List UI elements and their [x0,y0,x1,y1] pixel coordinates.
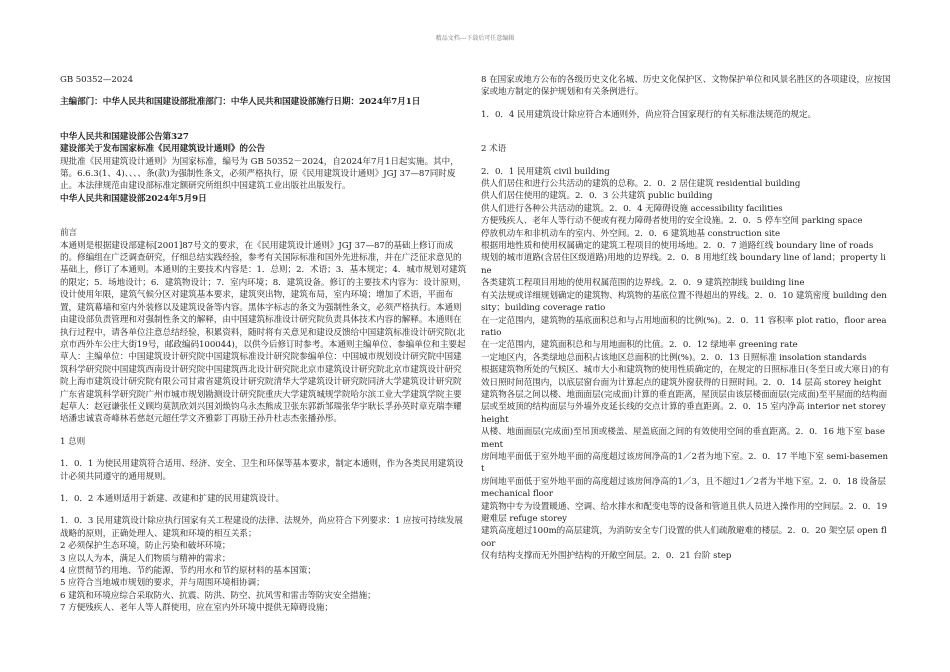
paragraph: 建筑物各层之间以楼、地面面层(完成面)计算的垂直距离，屋顶层由该层楼面面层(完成面)至平屋面的结构面层或至坡顶的结构面层与外墙外皮延长线的交点计算的垂直距离。2．0．15 室内净高 interior net storey height [481,389,888,425]
paragraph: 中华人民共和国建设部公告第327 [60,131,189,142]
paragraph: GB 50352—2024 [60,75,134,85]
paragraph: 8 在国家或地方公布的各级历史文化名城、历史文化保护区、文物保护单位和风景名胜区的各项建设，应按国家或地方制定的保护规划和有关条例进行。 [481,75,891,98]
paragraph: 1．0．1 为使民用建筑符合适用、经济、安全、卫生和环保等基本要求，制定本通则，作为各类民用建筑设计必须共同遵守的通用规则。 [60,459,464,482]
paragraph: 供人们进行各种公共活动的建筑。2．0．4 无障碍设施 accessibility facilities [481,203,783,214]
right-column [481,74,891,563]
paragraph: 2 术语 [481,144,507,155]
paragraph: 方便残疾人、老年人等行动不便或有视力障碍者使用的安全设施。2．0．5 停车空间 parking space [481,216,863,227]
paragraph: 中华人民共和国建设部2024年5月9日 [60,193,207,204]
paragraph-gap [60,448,470,458]
paragraph: 从楼、地面面层(完成面)至吊顶或楼盖、屋盖底面之间的有效使用空间的垂直距离。2．0．16 地下室 basement [481,427,885,450]
paragraph-gap [481,156,891,166]
paragraph: 各类建筑工程项目用地的使用权属范围的边界线。2．0．9 建筑控制线 building line [481,278,805,289]
paragraph: 房间地平面低于室外地平面的高度超过该房间净高的1／2者为地下室。2．0．17 半地下室 semi-basement [481,451,889,475]
paragraph: 供人们居住和进行公共活动的建筑的总称。2．0．2 居住建筑 residential building [481,179,801,190]
paragraph-gap [60,205,470,227]
left-column [60,74,470,615]
paragraph: 主编部门：中华人民共和国建设部批准部门：中华人民共和国建设部施行日期：2024年7月1日 [60,97,421,108]
paragraph: 7 方便残疾人、老年人等人群使用，应在室内外环境中提供无障碍设施； [60,603,333,614]
paragraph-gap [481,99,891,109]
paragraph-gap [60,505,470,515]
paragraph: 1 总则 [60,436,86,447]
paragraph: 6 建筑和环境应综合采取防火、抗震、防洪、防空、抗风雪和雷击等防灾安全措施； [60,590,376,601]
paragraph-gap [60,86,470,96]
paragraph: 1．0．4 民用建筑设计除应符合本通则外，尚应符合国家现行的有关标准法规范的规定。 [481,109,817,120]
paragraph: 在一定范围内，建筑面积总和与用地面积的比值。2．0．12 绿地率 greening rate [481,340,798,351]
paragraph: 4 应贯彻节约用地、节约能源、节约用水和节约原材料的基本国策； [60,566,316,576]
paragraph-gap [60,109,470,131]
paragraph: 3 应以人为本，满足人们物质与精神的需求； [60,553,231,564]
paragraph: 本通则是根据建设部建标[2001]87号文的要求，在《民用建筑设计通则》JGJ 37—87的基础上修订而成的。修编组在广泛调查研究，仔细总结实践经验，参考有关国际标准和国外先进标准，并在广泛征求意见的基础上，修订了本通则。本通则的主要技术内容是：1．总则；2．术语；3．基本规定；4．城市规划对建筑的限定；5．场地设计；6．建筑物设计；7．室内环境；8．建筑设备。修订的主要技术内容为：设计原则，设计使用年限，建筑气候分区对建筑基本要求，建筑突出物，建筑布局，室内环境；增加了术语，平面布置，建筑幕墙和室内外装修以及建筑设备等内容。黑体字标志的条文为强制性条文，必须严格执行。本通则由建设部负责管理和对强制性条文的解释，由中国建筑标准设计研究院负责具体技术内容的解释。本通则在执行过程中，请各单位注意总结经验，积累资料，随时将有关意见和建设反馈给中国建筑标准设计研究院(北京市西外车公庄大街19号，邮政编码100044)，以供今后修订时参考。本通则主编单位、参编单位和主要起草人：主编单位：中国建筑设计研究院中国建筑标准设计研究院参编单位：中国城市规划设计研究院中国建筑科学研究院中国建筑西南设计研究院中国建筑西北设计研究院北京市建筑设计研究院北京市建筑设计研究院上海市建筑设计研究院有限公司甘肃省建筑设计研究院清华大学建筑设计研究院同济大学建筑设计研究院广东省建筑科学研究院广州市城市规划勘测设计研究院重庆大学建筑城规学院哈尔滨工业大学建筑学院主要起草人：赵冠谦张任义顾均莫凯欣刘兴国刘焕钧乌永杰熊成卫张东郭新邹瑞张华宇耿长孚孙英时章克瑞李耀培潘忠诚袁奇峰林若慈赵元超任学文齐雅影丁再励王孙升杜志杰张播孙彤。 [60,240,467,425]
paragraph: 有关法规或详细规划确定的建筑物、构筑物的基底位置不得超出的界线。2．0．10 建筑密度 building density；building coverage ratio [481,290,887,314]
paragraph-gap [60,483,470,493]
paragraph: 建设部关于发布国家标准《民用建筑设计通则》的公告 [60,144,266,155]
paragraph: 仅有结构支撑而无外围护结构的开敞空间层。2．0．21 台阶 step [481,551,732,562]
paragraph: 建筑物中专为设置暖通、空调、给水排水和配变电等的设备和管道且供人员进入操作用的空间层。2．0．19 避难层 refuge storey [481,501,888,524]
header-note: 精品文档---下载后可任意编辑 [435,35,515,42]
paragraph: 1．0．2 本通则适用于新建、改建和扩建的民用建筑设计。 [60,493,284,504]
paragraph: 根据用地性质和使用权属确定的建筑工程项目的使用场地。2．0．7 道路红线 boundary line of roads [481,241,874,252]
paragraph: 前言 [60,228,78,239]
paragraph: 在一定范围内，建筑物的基底面积总和与占用地面积的比例(%)。2．0．11 容积率 plot ratio，floor area ratio [481,315,887,338]
paragraph-gap [481,121,891,143]
paragraph: 2．0．1 民用建筑 civil building [481,166,610,177]
paragraph: 房间地平面低于室外地平面的高度超过该房间净高的1／3，且不超过1／2者为半地下室。2．0．18 设备层 mechanical floor [481,476,886,500]
paragraph: 现批准《民用建筑设计通则》为国家标准，编号为 GB 50352－2024，自2024年7月1日起实施。其中，第。6.6.3(1、4)、、、、条(款)为强制性条文，必须严格执行，原《民用建筑设计通则》JGJ 37—87同时废止。本法律规范由建设部标准定额研究所组织中国建筑工业出版社出版发行。 [60,156,459,192]
paragraph: 供人们居住使用的建筑。2．0．3 公共建筑 public building [481,191,713,202]
paragraph: 1．0．3 民用建筑设计除应执行国家有关工程建设的法律、法规外，尚应符合下列要求：1 应按可持续发展战略的原则，正确处理人、建筑和环境的相互关系； [60,516,463,539]
paragraph: 规划的城市道路(含居住区级道路)用地的边界线。2．0．8 用地红线 boundary line of land；property line [481,253,886,276]
paragraph: 2 必须保护生态环境，防止污染和破坏环境； [60,541,231,552]
paragraph-gap [60,426,470,436]
paragraph: 根据建筑物所处的气候区、城市大小和建筑物的使用性质确定的，在规定的日照标准日(冬至日或大寒日)的有效日照时间范围内，以底层窗台面为计算起点的建筑外窗获得的日照时间。2．0．14 层高 storey height [481,365,890,388]
paragraph: 一定地区内，各类绿地总面积占该地区总面积的比例(%)。2．0．13 日照标准 insolation standards [481,352,867,363]
paragraph: 建筑高度超过100m的高层建筑，为消防安全专门设置的供人们疏散避难的楼层。2．0．20 架空层 open floor [481,526,887,549]
paragraph: 5 应符合当地城市规划的要求，并与周围环境相协调； [60,578,265,589]
paragraph: 停放机动车和非机动车的室内、外空间。2．0．6 建筑地基 construction site [481,228,780,239]
